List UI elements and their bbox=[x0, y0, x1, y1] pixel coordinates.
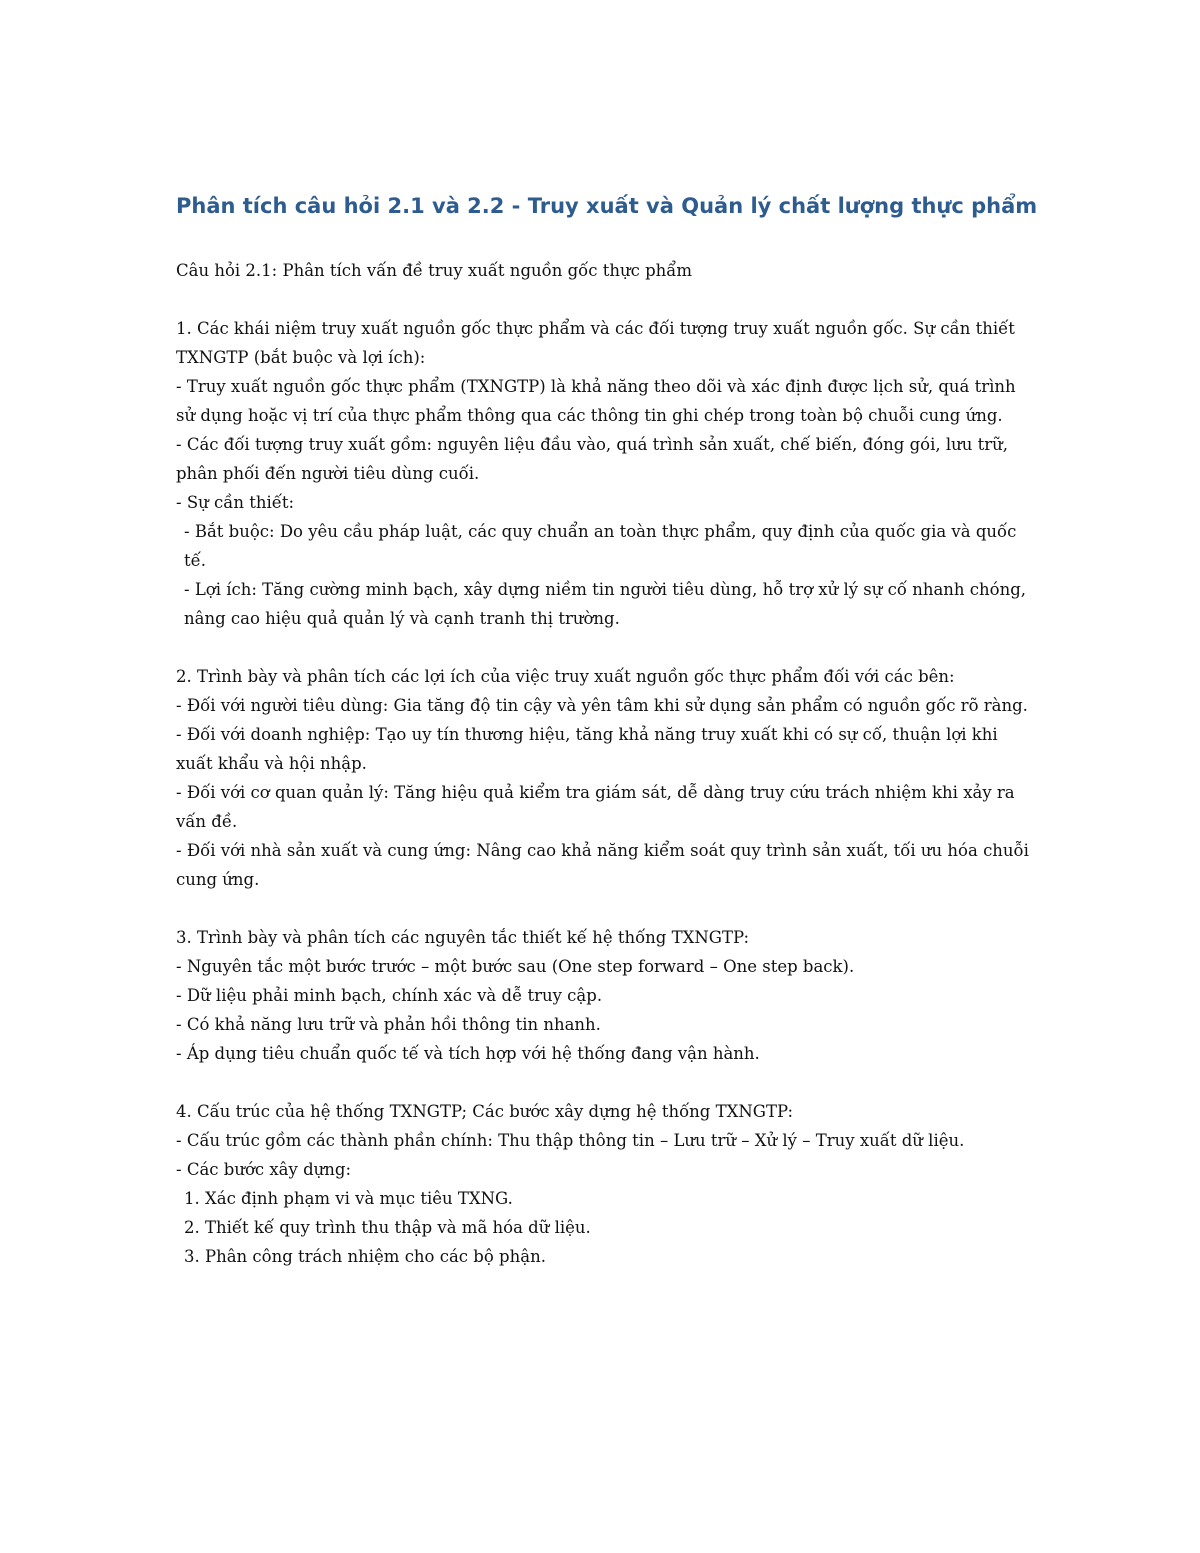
section-item: - Nguyên tắc một bước trước – một bước sau (One step forward – One step back). bbox=[176, 957, 855, 976]
section-item: 1. Xác định phạm vi và mục tiêu TXNG. bbox=[184, 1189, 513, 1208]
section-item: - Đối với cơ quan quản lý: Tăng hiệu quả kiểm tra giám sát, dễ dàng truy cứu trách nhiệm khi xảy ra vấn đề. bbox=[176, 783, 1015, 831]
section-item: - Bắt buộc: Do yêu cầu pháp luật, các quy chuẩn an toàn thực phẩm, quy định của quốc gia và quốc tế. bbox=[184, 522, 1017, 570]
section-1 bbox=[176, 314, 1036, 633]
section-2 bbox=[176, 662, 1036, 894]
section-item: - Các đối tượng truy xuất gồm: nguyên liệu đầu vào, quá trình sản xuất, chế biến, đóng gói, lưu trữ, phân phối đến người tiêu dùng cuối. bbox=[176, 435, 1009, 483]
section-4 bbox=[176, 1097, 1036, 1271]
section-item: - Đối với doanh nghiệp: Tạo uy tín thương hiệu, tăng khả năng truy xuất khi có sự cố, thuận lợi khi xuất khẩu và hội nhập. bbox=[176, 725, 998, 773]
section-item: - Đối với nhà sản xuất và cung ứng: Nâng cao khả năng kiểm soát quy trình sản xuất, tối ưu hóa chuỗi cung ứng. bbox=[176, 841, 1029, 889]
section-heading: 1. Các khái niệm truy xuất nguồn gốc thực phẩm và các đối tượng truy xuất nguồn gốc. Sự cần thiết TXNGTP (bắt buộc và lợi ích): bbox=[176, 319, 1015, 367]
section-item: 2. Thiết kế quy trình thu thập và mã hóa dữ liệu. bbox=[184, 1218, 591, 1237]
document-page bbox=[176, 190, 1036, 1300]
section-item: - Lợi ích: Tăng cường minh bạch, xây dựng niềm tin người tiêu dùng, hỗ trợ xử lý sự cố nhanh chóng, nâng cao hiệu quả quản lý và cạnh tranh thị trường. bbox=[184, 580, 1027, 628]
section-item: - Có khả năng lưu trữ và phản hồi thông tin nhanh. bbox=[176, 1015, 601, 1034]
section-3 bbox=[176, 923, 1036, 1068]
section-item: - Đối với người tiêu dùng: Gia tăng độ tin cậy và yên tâm khi sử dụng sản phẩm có nguồn gốc rõ ràng. bbox=[176, 696, 1028, 715]
section-heading: 4. Cấu trúc của hệ thống TXNGTP; Các bước xây dựng hệ thống TXNGTP: bbox=[176, 1102, 794, 1121]
section-item: - Dữ liệu phải minh bạch, chính xác và dễ truy cập. bbox=[176, 986, 603, 1005]
document-title: Phân tích câu hỏi 2.1 và 2.2 - Truy xuất và Quản lý chất lượng thực phẩm bbox=[176, 194, 1038, 218]
section-heading: 3. Trình bày và phân tích các nguyên tắc thiết kế hệ thống TXNGTP: bbox=[176, 928, 750, 947]
section-item: - Các bước xây dựng: bbox=[176, 1160, 352, 1179]
section-item: - Sự cần thiết: bbox=[176, 493, 295, 512]
question-heading: Câu hỏi 2.1: Phân tích vấn đề truy xuất nguồn gốc thực phẩm bbox=[176, 261, 693, 280]
section-heading: 2. Trình bày và phân tích các lợi ích của việc truy xuất nguồn gốc thực phẩm đối với các bên: bbox=[176, 667, 955, 686]
document-sections bbox=[176, 314, 1036, 1271]
section-item: - Truy xuất nguồn gốc thực phẩm (TXNGTP) là khả năng theo dõi và xác định được lịch sử, quá trình sử dụng hoặc vị trí của thực phẩm thông qua các thông tin ghi chép trong toàn bộ chuỗi cung ứng. bbox=[176, 377, 1016, 425]
section-item: 3. Phân công trách nhiệm cho các bộ phận. bbox=[184, 1247, 546, 1266]
section-item: - Cấu trúc gồm các thành phần chính: Thu thập thông tin – Lưu trữ – Xử lý – Truy xuất dữ liệu. bbox=[176, 1131, 965, 1150]
section-item: - Áp dụng tiêu chuẩn quốc tế và tích hợp với hệ thống đang vận hành. bbox=[176, 1044, 760, 1063]
